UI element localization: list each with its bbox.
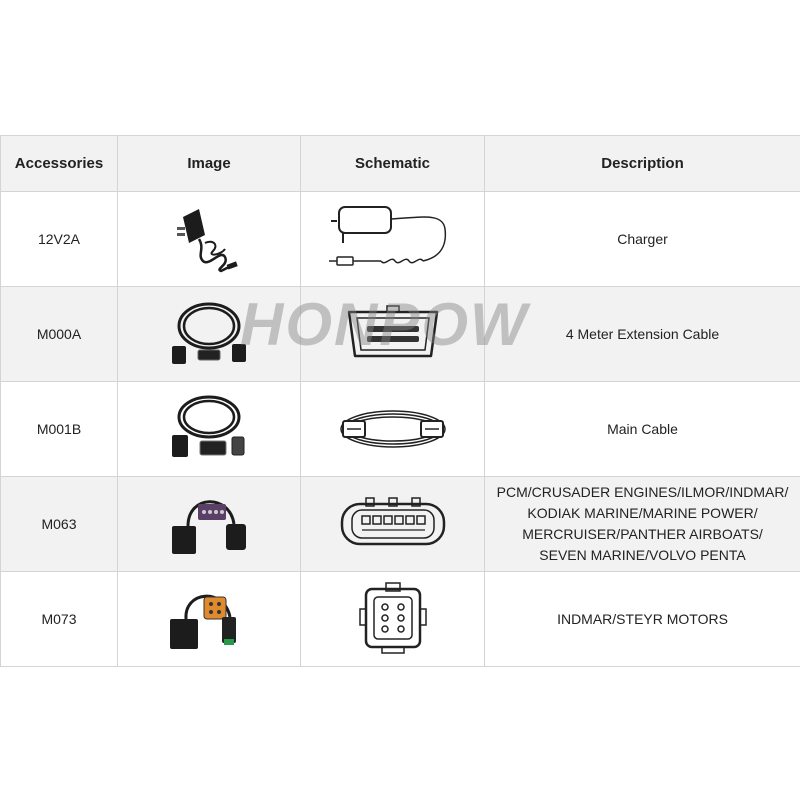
obd-connector-schematic-icon	[301, 287, 485, 382]
table-row	[1, 572, 800, 667]
description-cell	[485, 477, 800, 572]
coiled-cable-schematic-icon	[301, 382, 485, 477]
extension-cable-icon	[118, 287, 301, 382]
adapter-cable-6pin-icon	[118, 477, 301, 572]
accessory-code: M000A	[1, 287, 118, 382]
charger-schematic-icon	[301, 192, 485, 287]
description-line: 4 Meter Extension Cable	[565, 325, 720, 342]
table-row	[1, 192, 800, 287]
accessory-code: 12V2A	[1, 192, 118, 287]
main-cable-icon	[118, 382, 301, 477]
description-cell	[485, 572, 800, 667]
description-line: SEVEN MARINE/VOLVO PENTA	[539, 547, 746, 563]
description-line: PCM/CRUSADER ENGINES/ILMOR/INDMAR/	[496, 484, 789, 500]
accessory-code: M073	[1, 572, 118, 667]
header-description: Description	[485, 136, 800, 192]
header-schematic: Schematic	[301, 136, 485, 192]
adapter-cable-deutsch-icon	[118, 572, 301, 667]
accessory-code: M001B	[1, 382, 118, 477]
deutsch-connector-schematic-icon	[301, 572, 485, 667]
six-pin-connector-schematic-icon	[301, 477, 485, 572]
watermark-logo: HONPOW	[240, 291, 529, 358]
description-cell	[485, 287, 800, 382]
description-cell	[485, 382, 800, 477]
description-line: Main Cable	[607, 420, 678, 437]
table-row	[1, 477, 800, 572]
accessories-table	[0, 135, 800, 667]
description-cell	[485, 192, 800, 287]
table-header-row	[1, 136, 800, 192]
table-row	[1, 287, 800, 382]
header-image: Image	[118, 136, 301, 192]
description-line: MERCRUISER/PANTHER AIRBOATS/	[522, 526, 763, 542]
charger-icon	[118, 192, 301, 287]
header-accessories: Accessories	[1, 136, 118, 192]
description-line: Charger	[617, 230, 668, 247]
description-line: KODIAK MARINE/MARINE POWER/	[527, 505, 758, 521]
description-line: INDMAR/STEYR MOTORS	[557, 610, 728, 627]
table-row	[1, 382, 800, 477]
accessory-code: M063	[1, 477, 118, 572]
